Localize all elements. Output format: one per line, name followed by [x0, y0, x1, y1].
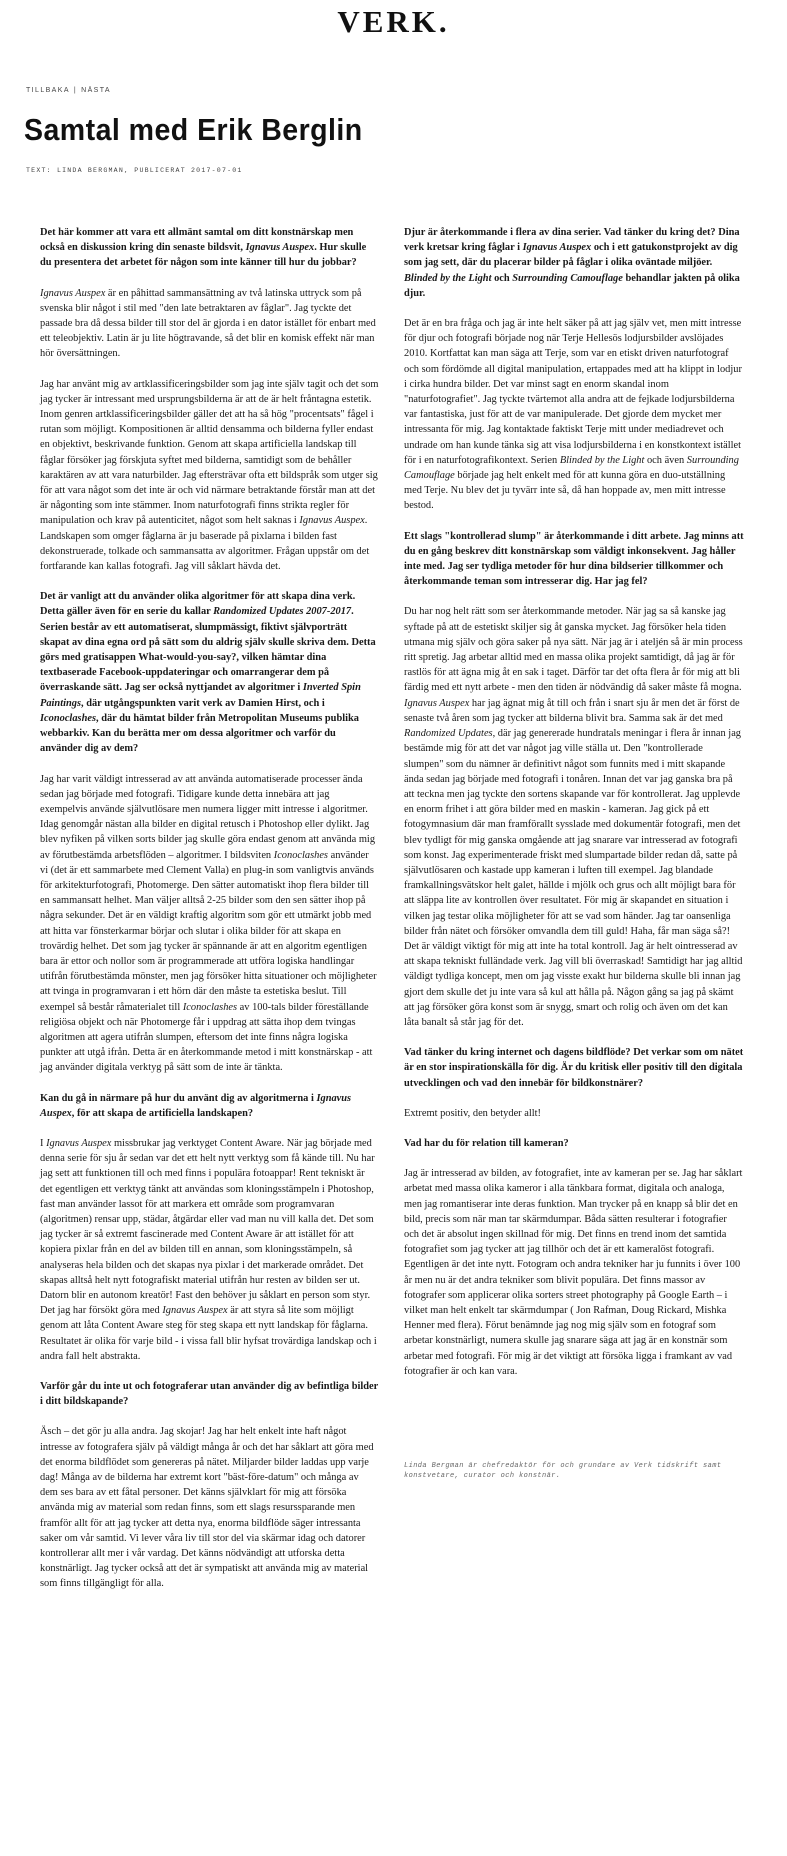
interview-question: Djur är återkommande i flera av dina serier. Vad tänker du kring det? Dina verk kretsar kring fåglar i Ignavus Auspex och i ett gatukonstprojekt av dig som jag sett, där du placerar bilder på fåglar i olika oväntade miljöer. Blinded by the Light och Surrounding Camouflage behandlar jakten på olika djur.	[404, 227, 740, 299]
interview-answer: Du har nog helt rätt som ser återkommande metoder. När jag sa så kanske jag syftade på att de estetiskt skiljer sig åt ganska mycket. Jag försöker hela tiden utmana mig själv och göra saker på nya sätt. När jag är i ateljén så är min process ritt spretig. Jag arbetar alltid med en massa olika projekt samtidigt, då jag är för rastlös för att ägna mig åt en sak i taget. Därför tar det ofta flera år för mig att bli färdig med ett nytt arbete - men den tiden är nödvändig då saker måste få mogna. Ignavus Auspex har jag ägnat mig åt till och från i snart sju år men det är först de senaste två åren som jag tycker att bilderna blivit bra. Samma sak är det med Randomized Updates, där jag genererade hundratals meningar i flera år innan jag bestämde mig för att det var något jag ville ställa ut. Den "kontrollerade slumpen" som du nämner är definitivt något som funnits med i mitt skapande ända sedan jag började med fotografi i tonåren. Innan det var jag ganska bra på att teckna men jag tyckte den sortens skapande var för kontrollerat. Jag upplevde en enorm frihet i att göra bilder med en maskin - kameran. Jag gick på ett fotogymnasium där man framförallt sysslade med dokumentär fotografi, men det blev tydligt för mig ganska omgående att jag snarare var intresserad av fotografi som konst. Jag experimenterade friskt med slumpartade bilder redan då, satte på självutlösaren och kastade upp kameran i luften till exempel. Jag blandade framkallningsvätskor helt galet, hällde i mjölk och grus och allt möjligt bara för att släppa lite av kontrollen över resultatet. För mig är skapandet en situation i vilken jag testar olika möjligheter för att se vad som händer. Jag tar oansenliga bilder från nätet och försöker omvandla dem till guld! Haha, får man säga så?! Det är väldigt viktigt för mig att inte ha total kontroll. Jag är helt ointresserad av att skapa tekniskt fulländade verk. Jag vill bli överraskad! Samtidigt har jag alltid väldigt tydliga koncept, men om jag visste exakt hur bilderna skulle bli innan jag gjort dem skulle det ju inte vara så kul att hålla på. Någon gång sa jag på skämt att jag försöker göra konst som är snygg, smart och rolig och även om det kan låta banalt så står jag för det.	[404, 606, 743, 1028]
back-link[interactable]: TILLBAKA	[26, 87, 70, 94]
interview-question: Vad tänker du kring internet och dagens bildflöde? Det verkar som om nätet är en stor inspirationskälla för dig. Är du kritisk eller positiv till den digitala utvecklingen och vad den innebär för bildkonstnärer?	[404, 1047, 744, 1089]
interview-answer: Ignavus Auspex är en påhittad sammansättning av två latinska uttryck som på svenska blir något i stil med "den late betraktaren av fåglar". Jag tyckte det passade bra då dessa bilder till stor del är gjorda i en dator istället för enbart med ett teleobjektiv. Latin är ju lite högtravande, så det blir en komisk effekt när man hör översättningen.	[40, 287, 376, 360]
interview-answer: Jag har varit väldigt intresserad av att använda automatiserade processer ända sedan jag började med fotografi. Tidigare kunde detta innebära att jag exempelvis använde självutlösare men numera ligger mitt intresse i algoritmer. Idag genomgår nästan alla bilder en digital retusch i Photoshop eller dylikt. Jag blev nyfiken på vilken sorts bilder jag skulle göra endast genom att använda mig av förutbestämda arbetsflöden – algoritmer. I bildsviten Iconoclashes använder vi (det är ett sammarbete med Clement Valla) en plug-in som vanligtvis används för arkitekturfotografi, Photomerge. Den sätter automatiskt ihop flera bilder till en sammansatt helhet. Man väljer alltså 2-25 bilder som den sen sätter ihop på några sekunder. Det är en väldigt kraftig algoritm som gör ett utmärkt jobb med att hitta var fönsterkarmar börjar och slutar i olika bilder för att skapa en trovärdig helhet. Det som jag tycker är spännande är att en algoritm egentligen bara är ettor och nollor som är programmerade att utföra logiska handlingar utifrån förutbestämda mönster, men jag försöker hitta situationer och möjligheter att tvinga in programvaran i ett hörn där den måste ta estetiska beslut. Till exempel så består råmaterialet till Iconoclashes av 100-tals bilder föreställande religiösa objekt och när Photomerge får i uppdrag att sätta ihop dem tvingas algoritmen att agera utifrån slumpen, eftersom det inte finns några logiska punkter att utgå ifrån. Detta är en återkommande metod i mitt konstnärskap - att jag använder digitala verktyg på sätt som de inte är tänkta.	[40, 773, 377, 1074]
interview-question: Ett slags "kontrollerad slump" är återkommande i ditt arbete. Jag minns att du en gång beskrev ditt konstnärskap som väldigt inkonsekvent. Jag håller inte med. Jag ser tydliga metoder för hur dina bildserier tillkommer och återkommande teman som intresserar dig. Har jag fel?	[404, 530, 744, 588]
interview-answer: Jag har använt mig av artklassificeringsbilder som jag inte själv tagit och det som jag tycker är intressant med ursprungsbilderna är att de är helt fråntagna estetik. Inom genren artklassificeringsbilder gäller det att ha så hög "procentsats" fågel i rutan som möjligt. Kompositionen är alltid densamma och bilderna fyller endast en objektivt, beskrivande funktion. Genom att skapa artificiella landskap till fåglar försöker jag förskjuta syftet med bilderna, samtidigt som de behåller karaktären av att vara naturbilder. Jag eftersträvar ofta ett bildspråk som utger sig för att vara något som det inte är och vid närmare betraktande förstår man att det är någonting som inte stämmer. Inom naturfotografi finns strikta regler för manipulation och krav på autenticitet, något som helt saknas i Ignavus Auspex. Landskapen som omger fåglarna är ju baserade på pixlarna i bilden fast dekonstruerade, tolkade och sammansatta av algoritmer. Frågan uppstår om det fortfarande kan kallas fotografi. Jag vill såklart hävda det.	[40, 378, 379, 573]
article-title: Samtal med Erik Berglin	[24, 112, 363, 147]
article-byline: TEXT: LINDA BERGMAN, PUBLICERAT 2017-07-01	[26, 167, 243, 174]
article-column-right-body	[404, 225, 744, 1379]
interview-answer: Extremt positiv, den betyder allt!	[404, 1107, 541, 1119]
article-column-left	[40, 225, 379, 1607]
interview-question: Det är vanligt att du använder olika algoritmer för att skapa dina verk. Detta gäller även för en serie du kallar Randomized Updates 2007-2017. Serien består av ett automatiserat, slumpmässigt, fiktivt självporträtt skapat av dina egna ord på sätt som du aldrig själv skulle skriva dem. Detta görs med gratisappen What-would-you-say?, vilken hämtar dina textbaserade Facebook-uppdateringar och omarrangerar dem på överraskande sätt. Jag ser också nyttjandet av algoritmer i Inverted Spin Paintings, där utgångspunkten varit verk av Damien Hirst, och i Iconoclashes, där du hämtat bilder från Metropolitan Museums publika webbarkiv. Kan du berätta mer om dessa algoritmer och varför du använder dig av dem?	[40, 591, 376, 755]
masthead	[0, 4, 787, 40]
interview-answer: Jag är intresserad av bilden, av fotografiet, inte av kameran per se. Jag har såklart arbetat med massa olika kameror i alla tänkbara format, digitala och analoga, men jag romantiserar inte deras funktion. Man trycker på en knapp så blir det en bild, precis som när man tar skärmdumpar. Båda sätten resulterar i fotografier och det är absolut ingen skillnad för mig. Det finns en trend inom det samtida fotografiet som jag tycker att jag tillhör och det är ett kameralöst fotografi. Egentligen är det inte nytt. Fotogram och andra tekniker har ju funnits i över 100 år men nu är det andra tekniker som blivit populära. Det finns massor av fotografer som applicerar olika sorters street photography på Google Earth – i vilket man helt enkelt tar skärmdumpar ( Jon Rafman, Doug Rickard, Mishka Henner med flera). Förut benämnde jag nog mig själv som en fotograf som arbetar konstnärligt, numera skulle jag snarare säga att jag är en konstnär som arbetar med fotografi. För mig är det viktigt att försöka ligga i framkant av vad fotografier är och kan vara.	[404, 1168, 743, 1377]
interview-answer: Äsch – det gör ju alla andra. Jag skojar! Jag har helt enkelt inte haft något intresse av fotografera själv på väldigt många år och det har såklart att göra med det enorma bildflödet som genereras på nätet. Miljarder bilder laddas upp varje dag! Många av de bilderna har extremt kort "bäst-före-datum" och många av dem ses bara av ett fåtal personer. Det känns självklart för mig att försöka använda mig av material som redan finns, som ett slags resurssparande men framför allt för att jag tycker att detta nya, enorma bildflöde säger intressanta saker om vår samtid. Vi lever våra liv till stor del via skärmar idag och datorer kontrollerar allt mer i vår vardag. Det känns nödvändigt att utforska detta konstnärligt. Jag tycker också att det är sympatiskt att använda mig av material som finns tillgängligt för alla.	[40, 1426, 374, 1590]
interview-question: Kan du gå in närmare på hur du använt dig av algoritmerna i Ignavus Auspex, för att skapa de artificiella landskapen?	[40, 1092, 352, 1119]
interview-question: Varför går du inte ut och fotograferar utan använder dig av befintliga bilder i ditt bildskapande?	[40, 1381, 379, 1408]
nav-separator: |	[73, 87, 78, 94]
interview-answer: Det är en bra fråga och jag är inte helt säker på att jag själv vet, men mitt intresse för djur och fotografi började nog när Terje Hellesös lodjursbilder avslöjades 2010. Kortfattat kan man säga att Terje, som var en etiskt driven naturfotograf och som fördömde all digital manipulation, ertappades med att ha klippt in lodjur i cirka hundra bilder. Det var minst sagt en enorm skandal inom "naturfotografiet". Jag tyckte tvärtemot alla andra att de fejkade lodjursbilderna var fantastiska, just för att de var manipulerade. Det gjorde dem mycket mer intressanta för mig. Jag kontaktade faktiskt Terje mitt under mediadrevet och undrade om han kunde tänka sig att visa lodjursbilderna i en konstkontext istället för i en naturfotografikontext. Serien Blinded by the Light och även Surrounding Camouflage började jag helt enkelt med för att kunna göra en duo-utställning med Terje. Nu blev det ju tyvärr inte så, då han hoppade av, men mitt intresse bestod.	[404, 318, 742, 512]
interview-question: Vad har du för relation till kameran?	[404, 1137, 569, 1149]
interview-answer: I Ignavus Auspex missbrukar jag verktyget Content Aware. När jag började med denna serie för sju år sedan var det ett helt nytt verktyg som få kände till. Nu har jag sett att funktionen till och med finns i populära fotoappar! Rent tekniskt är det egentligen ett verktyg tänkt att användas som kloningsstämpeln i Photoshop, fast man använder lassot för att markera ett område som programvaran (algoritmen) rensar upp, städar, åtgärdar eller vad man nu vill kalla det. Det som jag tycker är så extremt fascinerade med Content Aware är att istället för att kopiera pixlar från en del av bilden till en annan, som kloningsstämpeln, så analyseras hela bilden och det skapas nya pixlar i det markerade området. Det skapas alltså helt nytt fotografiskt material utifrån hur resten av bilden ser ut. Datorn blir en autonom kreatör! Fast den behöver ju såklart en person som styr. Det jag har försökt göra med Ignavus Auspex är att styra så lite som möjligt genom att låta Content Aware steg för steg skapa ett nytt landskap för fåglarna. Resultatet är olika för varje bild - i vissa fall blir hyfsat trovärdiga landskap och i andra fall helt abstrakta.	[40, 1137, 377, 1362]
article-column-right	[404, 225, 744, 1496]
author-note: Linda Bergman är chefredaktör för och grundare av Verk tidskrift samt konstvetare, curator och konstnär.	[404, 1462, 722, 1481]
next-link[interactable]: NÄSTA	[81, 87, 111, 94]
article-nav	[26, 87, 111, 94]
site-logo[interactable]: VERK.	[337, 4, 450, 39]
interview-question: Det här kommer att vara ett allmänt samtal om ditt konstnärskap men också en diskussion kring din senaste bildsvit, Ignavus Auspex. Hur skulle du presentera det arbetet för någon som inte känner till hur du jobbar?	[40, 227, 367, 269]
